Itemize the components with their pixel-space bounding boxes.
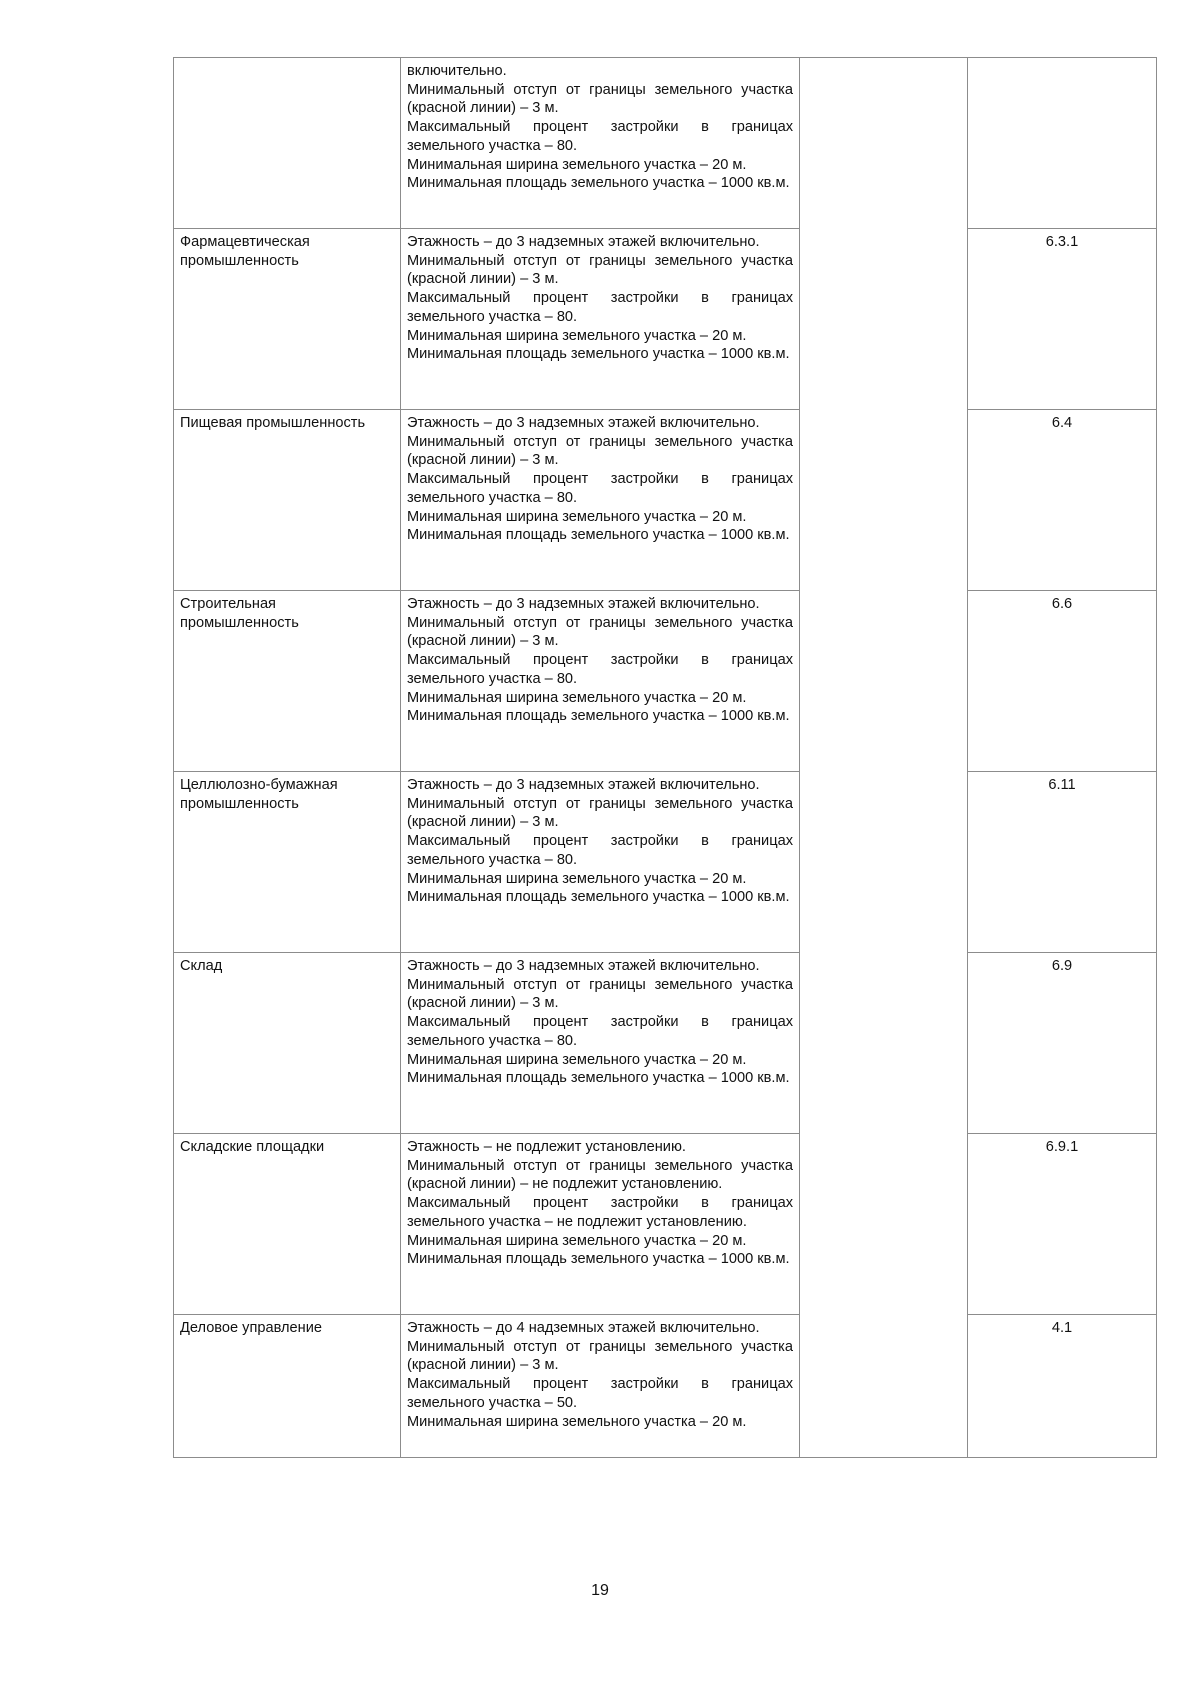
parameter-line: Минимальный отступ от границы земельного участка (красной линии) – 3 м. xyxy=(407,1338,793,1374)
use-code-cell: 6.11 xyxy=(968,772,1157,953)
permitted-use-table xyxy=(173,57,1157,1458)
parameters-cell xyxy=(401,229,800,410)
parameters-cell xyxy=(401,1134,800,1315)
page-number: 19 xyxy=(591,1582,609,1599)
table-row xyxy=(174,1315,1157,1458)
use-name-cell xyxy=(174,58,401,229)
parameter-line: Максимальный процент застройки в границах земельного участка – 80. xyxy=(407,119,793,154)
use-code-cell: 6.9.1 xyxy=(968,1134,1157,1315)
parameter-line: Минимальная площадь земельного участка – 1000 кв.м. xyxy=(407,527,790,544)
use-name-cell: Фармацевтическая промышленность xyxy=(174,229,401,410)
parameter-line: Минимальный отступ от границы земельного участка (красной линии) – 3 м. xyxy=(407,433,793,469)
parameter-line: Этажность – до 4 надземных этажей включительно. xyxy=(407,1320,760,1336)
parameter-line: Минимальная площадь земельного участка – 1000 кв.м. xyxy=(407,1251,790,1268)
parameter-line: Этажность – до 3 надземных этажей включительно. xyxy=(407,415,760,431)
parameter-line: Минимальная ширина земельного участка – 20 м. xyxy=(407,1232,747,1249)
parameters-cell xyxy=(401,58,800,229)
parameters-cell xyxy=(401,591,800,772)
parameter-line: Минимальный отступ от границы земельного участка (красной линии) – не подлежит установлению. xyxy=(407,1157,793,1193)
parameter-line: Этажность – до 3 надземных этажей включительно. xyxy=(407,777,760,793)
use-code-cell: 4.1 xyxy=(968,1315,1157,1458)
use-code-cell: 6.6 xyxy=(968,591,1157,772)
parameter-line: Этажность – не подлежит установлению. xyxy=(407,1139,686,1155)
parameter-line: Этажность – до 3 надземных этажей включительно. xyxy=(407,234,760,250)
parameter-line: Максимальный процент застройки в границах земельного участка – 80. xyxy=(407,471,793,506)
parameter-line: Максимальный процент застройки в границах земельного участка – 80. xyxy=(407,290,793,325)
parameter-line: Минимальный отступ от границы земельного участка (красной линии) – 3 м. xyxy=(407,795,793,831)
use-name-cell: Складские площадки xyxy=(174,1134,401,1315)
table-row xyxy=(174,229,1157,410)
use-name-cell: Пищевая промышленность xyxy=(174,410,401,591)
parameter-line: включительно. xyxy=(407,63,507,79)
parameter-line: Минимальная площадь земельного участка – 1000 кв.м. xyxy=(407,175,790,192)
use-name-cell: Склад xyxy=(174,953,401,1134)
parameter-line: Максимальный процент застройки в границах земельного участка – 80. xyxy=(407,833,793,868)
table-row xyxy=(174,1134,1157,1315)
parameter-line: Минимальный отступ от границы земельного участка (красной линии) – 3 м. xyxy=(407,252,793,288)
parameters-cell xyxy=(401,953,800,1134)
parameter-line: Минимальная ширина земельного участка – 20 м. xyxy=(407,1051,747,1068)
use-code-cell: 6.3.1 xyxy=(968,229,1157,410)
use-name-cell: Строительная промышленность xyxy=(174,591,401,772)
parameter-line: Минимальный отступ от границы земельного участка (красной линии) – 3 м. xyxy=(407,81,793,117)
parameter-line: Минимальная ширина земельного участка – 20 м. xyxy=(407,156,747,173)
table-row xyxy=(174,410,1157,591)
table-row xyxy=(174,772,1157,953)
parameter-line: Максимальный процент застройки в границах земельного участка – 80. xyxy=(407,1014,793,1049)
table-row xyxy=(174,591,1157,772)
parameter-line: Максимальный процент застройки в границах земельного участка – не подлежит установлению. xyxy=(407,1195,793,1230)
parameter-line: Минимальная ширина земельного участка – 20 м. xyxy=(407,870,747,887)
parameter-line: Минимальная площадь земельного участка – 1000 кв.м. xyxy=(407,708,790,725)
use-code-cell xyxy=(968,58,1157,229)
parameter-line: Этажность – до 3 надземных этажей включительно. xyxy=(407,596,760,612)
parameters-cell xyxy=(401,1315,800,1458)
parameter-line: Минимальный отступ от границы земельного участка (красной линии) – 3 м. xyxy=(407,614,793,650)
parameter-line: Минимальная площадь земельного участка – 1000 кв.м. xyxy=(407,889,790,906)
use-code-cell: 6.9 xyxy=(968,953,1157,1134)
parameter-line: Минимальная ширина земельного участка – 20 м. xyxy=(407,327,747,344)
use-name-cell: Деловое управление xyxy=(174,1315,401,1458)
parameter-line: Минимальная площадь земельного участка – 1000 кв.м. xyxy=(407,346,790,363)
parameter-line: Минимальная ширина земельного участка – 20 м. xyxy=(407,1413,747,1430)
table-row xyxy=(174,953,1157,1134)
parameter-line: Минимальная ширина земельного участка – 20 м. xyxy=(407,508,747,525)
use-name-cell: Целлюлозно-бумажная промышленность xyxy=(174,772,401,953)
merged-empty-cell xyxy=(800,58,968,1458)
parameter-line: Минимальная ширина земельного участка – 20 м. xyxy=(407,689,747,706)
parameter-line: Максимальный процент застройки в границах земельного участка – 50. xyxy=(407,1376,793,1411)
parameter-line: Минимальная площадь земельного участка – 1000 кв.м. xyxy=(407,1070,790,1087)
parameter-line: Минимальный отступ от границы земельного участка (красной линии) – 3 м. xyxy=(407,976,793,1012)
parameter-line: Максимальный процент застройки в границах земельного участка – 80. xyxy=(407,652,793,687)
parameter-line: Этажность – до 3 надземных этажей включительно. xyxy=(407,958,760,974)
table-row xyxy=(174,58,1157,229)
parameters-cell xyxy=(401,772,800,953)
use-code-cell: 6.4 xyxy=(968,410,1157,591)
parameters-cell xyxy=(401,410,800,591)
